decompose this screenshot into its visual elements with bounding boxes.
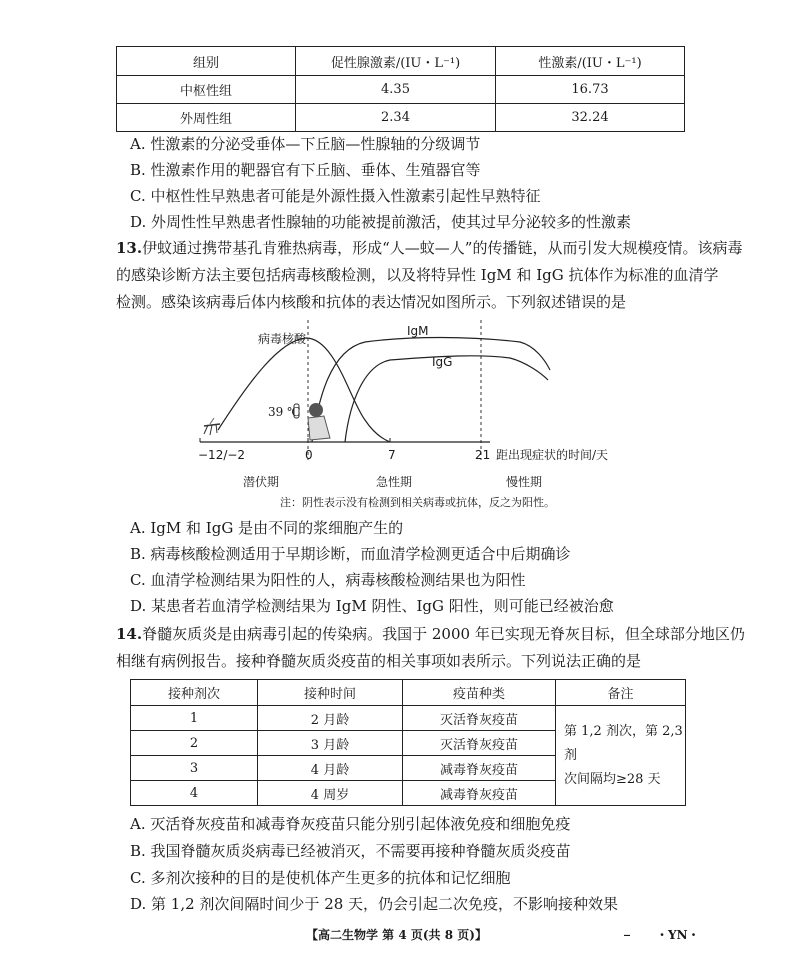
header-cell: 性激素/(IU・L⁻¹): [496, 47, 685, 76]
q14-stem-line-1: 14.脊髓灰质炎是由病毒引起的传染病。我国于 2000 年已实现无脊灰目标，但全球部分地区仍: [116, 625, 745, 643]
note-line: 次间隔均≥28 天: [564, 771, 661, 787]
q12-option-b: B. 性激素作用的靶器官有下丘脑、垂体、生殖器官等: [130, 161, 481, 179]
antibody-figure: [190, 320, 630, 520]
q12-option-d: D. 外周性性早熟患者性腺轴的功能被提前激活，使其过早分泌较多的性激素: [130, 213, 632, 231]
table-cell: 32.24: [496, 104, 685, 132]
q12-option-a: A. 性激素的分泌受垂体—下丘脑—性腺轴的分级调节: [130, 135, 481, 153]
table-cell: 4 月龄: [258, 756, 403, 781]
page-footer: 【高二生物学 第 4 页(共 8 页)】: [306, 928, 487, 942]
footer-mark: _: [624, 922, 630, 936]
table-cell: 灭活脊灰疫苗: [403, 706, 556, 731]
table-cell: 减毒脊灰疫苗: [403, 781, 556, 806]
table-row: [131, 706, 686, 731]
x-axis-label: 距出现症状的时间/天: [496, 448, 609, 462]
table-cell: 2.34: [296, 104, 496, 132]
note-line: 第 1,2 剂次，第 2,3 剂: [564, 723, 683, 763]
table-header-row: [131, 680, 686, 706]
tick-label: 0: [305, 448, 313, 462]
tick-label: 7: [388, 448, 396, 462]
table-cell: 减毒脊灰疫苗: [403, 756, 556, 781]
question-number: 13.: [116, 239, 143, 257]
q14-option-c: C. 多剂次接种的目的是使机体产生更多的抗体和记忆细胞: [130, 869, 511, 887]
tick-label: 21: [475, 448, 491, 462]
q13-stem-line-1: 13.伊蚊通过携带基孔肯雅热病毒，形成“人—蚊—人”的传播链，从而引发大规模疫情。该病毒: [116, 239, 743, 257]
table-cell: 2: [131, 731, 258, 756]
period-latent: 潜伏期: [243, 475, 280, 489]
q12-option-c: C. 中枢性性早熟患者可能是外源性摄入性激素引起性早熟特征: [130, 187, 541, 205]
tick-label: −12/−2: [198, 448, 246, 462]
q14-option-b: B. 我国脊髓灰质炎病毒已经被消灭，不需要再接种脊髓灰质炎疫苗: [130, 842, 571, 860]
table-cell: 2 月龄: [258, 706, 403, 731]
header-cell: 组别: [117, 47, 296, 76]
table-cell: 1: [131, 706, 258, 731]
q13-stem-line-3: 检测。感染该病毒后体内核酸和抗体的表达情况如图所示。下列叙述错误的是: [116, 293, 627, 311]
header-cell: 接种时间: [258, 680, 403, 706]
patient-icon: [308, 403, 330, 440]
table-cell: 3 月龄: [258, 731, 403, 756]
table-cell: 4.35: [296, 76, 496, 104]
table-row: [117, 104, 685, 132]
table-cell: 16.73: [496, 76, 685, 104]
nucleic-acid-curve: [218, 338, 390, 442]
table-header-row: [117, 47, 685, 76]
period-chronic: 慢性期: [506, 475, 543, 489]
mosquito-icon: [204, 418, 220, 435]
nucleic-acid-label: 病毒核酸: [258, 332, 307, 346]
figure-note: 注：阴性表示没有检测到相关病毒或抗体，反之为阳性。: [280, 496, 555, 509]
header-cell: 疫苗种类: [403, 680, 556, 706]
table-row: [117, 76, 685, 104]
table-cell: 4: [131, 781, 258, 806]
q14-stem-line-2: 相继有病例报告。接种脊髓灰质炎疫苗的相关事项如表所示。下列说法正确的是: [116, 652, 642, 670]
table-cell: 中枢性组: [117, 76, 296, 104]
q13-stem-line-2: 的感染诊断方法主要包括病毒核酸检测，以及将特异性 IgM 和 IgG 抗体作为标准的血清学: [116, 266, 719, 284]
q13-option-b: B. 病毒核酸检测适用于早期诊断，而血清学检测更适合中后期确诊: [130, 545, 571, 563]
period-acute: 急性期: [376, 475, 413, 489]
q13-option-a: A. IgM 和 IgG 是由不同的浆细胞产生的: [130, 519, 404, 537]
q13-option-c: C. 血清学检测结果为阳性的人，病毒核酸检测结果也为阳性: [130, 571, 526, 589]
temperature-label: 39 ℃: [268, 405, 301, 419]
vaccine-table: [130, 679, 686, 806]
header-cell: 备注: [556, 680, 686, 706]
igm-label: IgM: [407, 324, 429, 338]
q13-option-d: D. 某患者若血清学检测结果为 IgM 阴性、IgG 阳性，则可能已经被治愈: [130, 597, 614, 615]
footer-code: ・YN・: [656, 928, 700, 942]
igg-label: IgG: [432, 355, 453, 369]
table-cell: 灭活脊灰疫苗: [403, 731, 556, 756]
note-cell: [556, 706, 686, 806]
hormone-table: [116, 46, 685, 132]
q14-option-d: D. 第 1,2 剂次间隔时间少于 28 天，仍会引起二次免疫，不影响接种效果: [130, 895, 619, 913]
header-cell: 接种剂次: [131, 680, 258, 706]
question-number: 14.: [116, 625, 143, 643]
header-cell: 促性腺激素/(IU・L⁻¹): [296, 47, 496, 76]
table-cell: 3: [131, 756, 258, 781]
q14-option-a: A. 灭活脊灰疫苗和减毒脊灰疫苗只能分别引起体液免疫和细胞免疫: [130, 815, 571, 833]
table-cell: 4 周岁: [258, 781, 403, 806]
table-cell: 外周性组: [117, 104, 296, 132]
